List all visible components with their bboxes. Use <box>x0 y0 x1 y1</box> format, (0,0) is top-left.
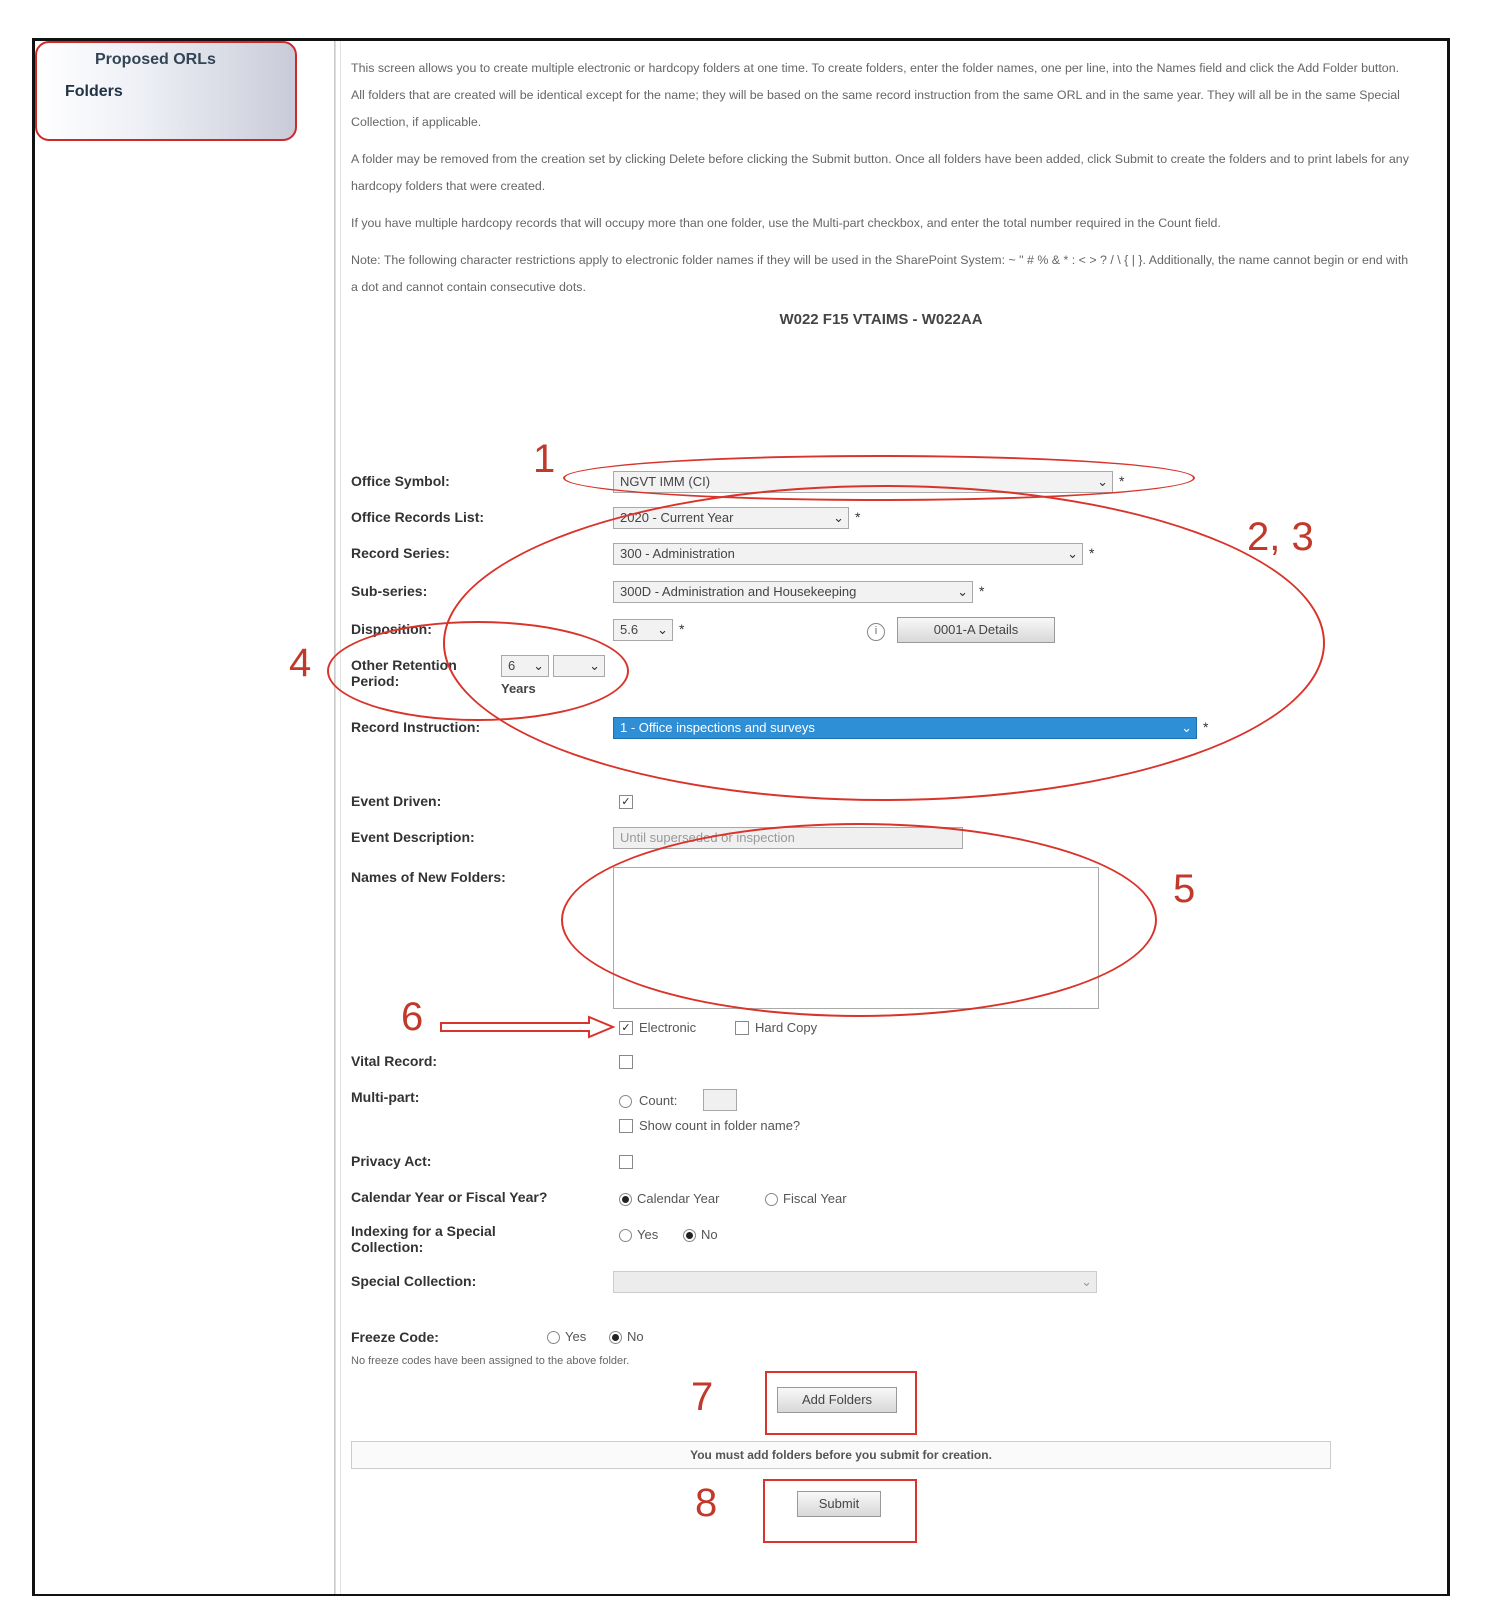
required-marker: * <box>679 621 685 637</box>
event-description-value: Until superseded or inspection <box>620 830 795 845</box>
event-driven-label: Event Driven: <box>351 793 442 809</box>
special-collection-label: Special Collection: <box>351 1273 477 1289</box>
chevron-down-icon: ⌄ <box>1067 546 1078 561</box>
names-new-folders-label: Names of New Folders: <box>351 869 506 885</box>
count-label: Count: <box>639 1093 678 1108</box>
annotation-number-1: 1 <box>533 437 556 481</box>
required-marker: * <box>1119 473 1125 489</box>
freeze-code-label: Freeze Code: <box>351 1329 439 1345</box>
privacy-act-checkbox[interactable] <box>619 1155 633 1169</box>
divider <box>340 41 341 1594</box>
calendar-year-radio[interactable] <box>619 1193 632 1206</box>
annotation-ellipse-5 <box>561 823 1157 1017</box>
hard-copy-checkbox[interactable] <box>735 1021 749 1035</box>
page-subtitle: W022 F15 VTAIMS - W022AA <box>779 311 983 328</box>
year-type-label: Calendar Year or Fiscal Year? <box>351 1189 548 1205</box>
vital-record-label: Vital Record: <box>351 1053 438 1069</box>
freeze-code-yes-radio[interactable] <box>547 1331 560 1344</box>
privacy-act-label: Privacy Act: <box>351 1153 432 1169</box>
multi-part-label: Multi-part: <box>351 1089 420 1105</box>
sub-series-label: Sub-series: <box>351 583 428 599</box>
fiscal-year-radio[interactable] <box>765 1193 778 1206</box>
add-folders-button[interactable]: Add Folders <box>777 1387 897 1413</box>
multi-part-radio[interactable] <box>619 1095 632 1108</box>
special-indexing-yes-radio[interactable] <box>619 1229 632 1242</box>
status-message: You must add folders before you submit for creation. <box>351 1441 1331 1469</box>
record-instruction-value: 1 - Office inspections and surveys <box>620 720 815 735</box>
calendar-year-label: Calendar Year <box>637 1191 720 1206</box>
main-content <box>351 55 1411 328</box>
chevron-down-icon: ⌄ <box>533 658 544 673</box>
divider <box>334 41 335 1594</box>
event-driven-checkbox[interactable]: ✓ <box>619 795 633 809</box>
sub-series-value: 300D - Administration and Housekeeping <box>620 584 857 599</box>
annotation-number-2-3: 2, 3 <box>1247 515 1314 559</box>
annotation-number-8: 8 <box>695 1481 718 1525</box>
office-symbol-value: NGVT IMM (CI) <box>620 474 711 489</box>
freeze-code-no-radio[interactable] <box>609 1331 622 1344</box>
annotation-number-7: 7 <box>691 1375 714 1419</box>
record-instruction-label: Record Instruction: <box>351 719 481 735</box>
show-count-label: Show count in folder name? <box>639 1118 801 1133</box>
office-records-list-label: Office Records List: <box>351 509 485 525</box>
count-input[interactable] <box>703 1089 737 1111</box>
special-indexing-yes-label: Yes <box>637 1227 659 1242</box>
special-indexing-label: Indexing for a Special Collection: <box>351 1223 496 1255</box>
retention-period-value: 6 <box>508 658 516 673</box>
special-indexing-no-label: No <box>701 1227 718 1242</box>
arrow-right-icon <box>439 1015 617 1039</box>
sidebar <box>35 41 336 1594</box>
fiscal-year-label: Fiscal Year <box>783 1191 847 1206</box>
hard-copy-option-label: Hard Copy <box>755 1020 818 1035</box>
chevron-down-icon: ⌄ <box>1181 720 1192 735</box>
disposition-value: 5.6 <box>620 622 639 637</box>
instructions-paragraph: This screen allows you to create multiple electronic or hardcopy folders at one time. To create folders, enter the folder names, one per line, into the Names field and click the Add Folder button. All folders that are created will be identical except for the name; they will be based on the same record instruction from the same ORL and in the same year. They will all be in the same Special Collection, if applicable. <box>351 61 1400 129</box>
special-indexing-no-radio[interactable] <box>683 1229 696 1242</box>
sidebar-item-label: Folders <box>65 83 123 100</box>
office-records-list-value: 2020 - Current Year <box>620 510 734 525</box>
note-paragraph: Note: The following character restrictions apply to electronic folder names if they will be used in the SharePoint System: ~ " # % & * : < > ? / \ { | }. Additionally, the name cannot begin or end with a dot and cannot contain consecutive dots. <box>351 253 1409 294</box>
instructions-paragraph: If you have multiple hardcopy records that will occupy more than one folder, use the Multi-part checkbox, and enter the total number required in the Count field. <box>351 216 1221 230</box>
chevron-down-icon: ⌄ <box>957 584 968 599</box>
other-retention-label: Other Retention Period: <box>351 657 457 689</box>
freeze-code-note: No freeze codes have been assigned to the above folder. <box>351 1355 630 1367</box>
freeze-code-yes-label: Yes <box>565 1329 587 1344</box>
chevron-down-icon: ⌄ <box>1081 1274 1092 1289</box>
vital-record-checkbox[interactable] <box>619 1055 633 1069</box>
chevron-down-icon: ⌄ <box>1097 474 1108 489</box>
chevron-down-icon: ⌄ <box>589 658 600 673</box>
annotation-box-7 <box>765 1371 917 1435</box>
freeze-code-no-label: No <box>627 1329 644 1344</box>
office-symbol-label: Office Symbol: <box>351 473 450 489</box>
retention-unit-label: Years <box>501 681 536 696</box>
sidebar-item-proposed-orls[interactable]: Proposed ORLs <box>95 51 216 68</box>
required-marker: * <box>979 583 985 599</box>
annotation-ellipse-4 <box>327 621 629 721</box>
app-window <box>32 38 1450 1596</box>
annotation-number-5: 5 <box>1173 867 1196 911</box>
special-collection-select[interactable] <box>613 1271 1097 1293</box>
record-series-label: Record Series: <box>351 545 450 561</box>
annotation-box-8 <box>763 1479 917 1543</box>
annotation-number-4: 4 <box>289 641 312 685</box>
electronic-checkbox[interactable]: ✓ <box>619 1021 633 1035</box>
instructions-paragraph: A folder may be removed from the creation set by clicking Delete before clicking the Submit button. Once all folders have been added, click Submit to create the folders and to print labels for any hardcopy folders that were created. <box>351 152 1409 193</box>
required-marker: * <box>855 509 861 525</box>
required-marker: * <box>1203 719 1209 735</box>
event-description-label: Event Description: <box>351 829 475 845</box>
disposition-details-button[interactable]: 0001-A Details <box>897 617 1055 643</box>
required-marker: * <box>1089 545 1095 561</box>
info-icon[interactable]: i <box>867 623 885 641</box>
submit-button[interactable]: Submit <box>797 1491 881 1517</box>
electronic-option-label: Electronic <box>639 1020 697 1035</box>
record-series-value: 300 - Administration <box>620 546 735 561</box>
chevron-down-icon: ⌄ <box>833 510 844 525</box>
annotation-number-6: 6 <box>401 995 424 1039</box>
disposition-label: Disposition: <box>351 621 432 637</box>
show-count-checkbox[interactable] <box>619 1119 633 1133</box>
chevron-down-icon: ⌄ <box>657 622 668 637</box>
